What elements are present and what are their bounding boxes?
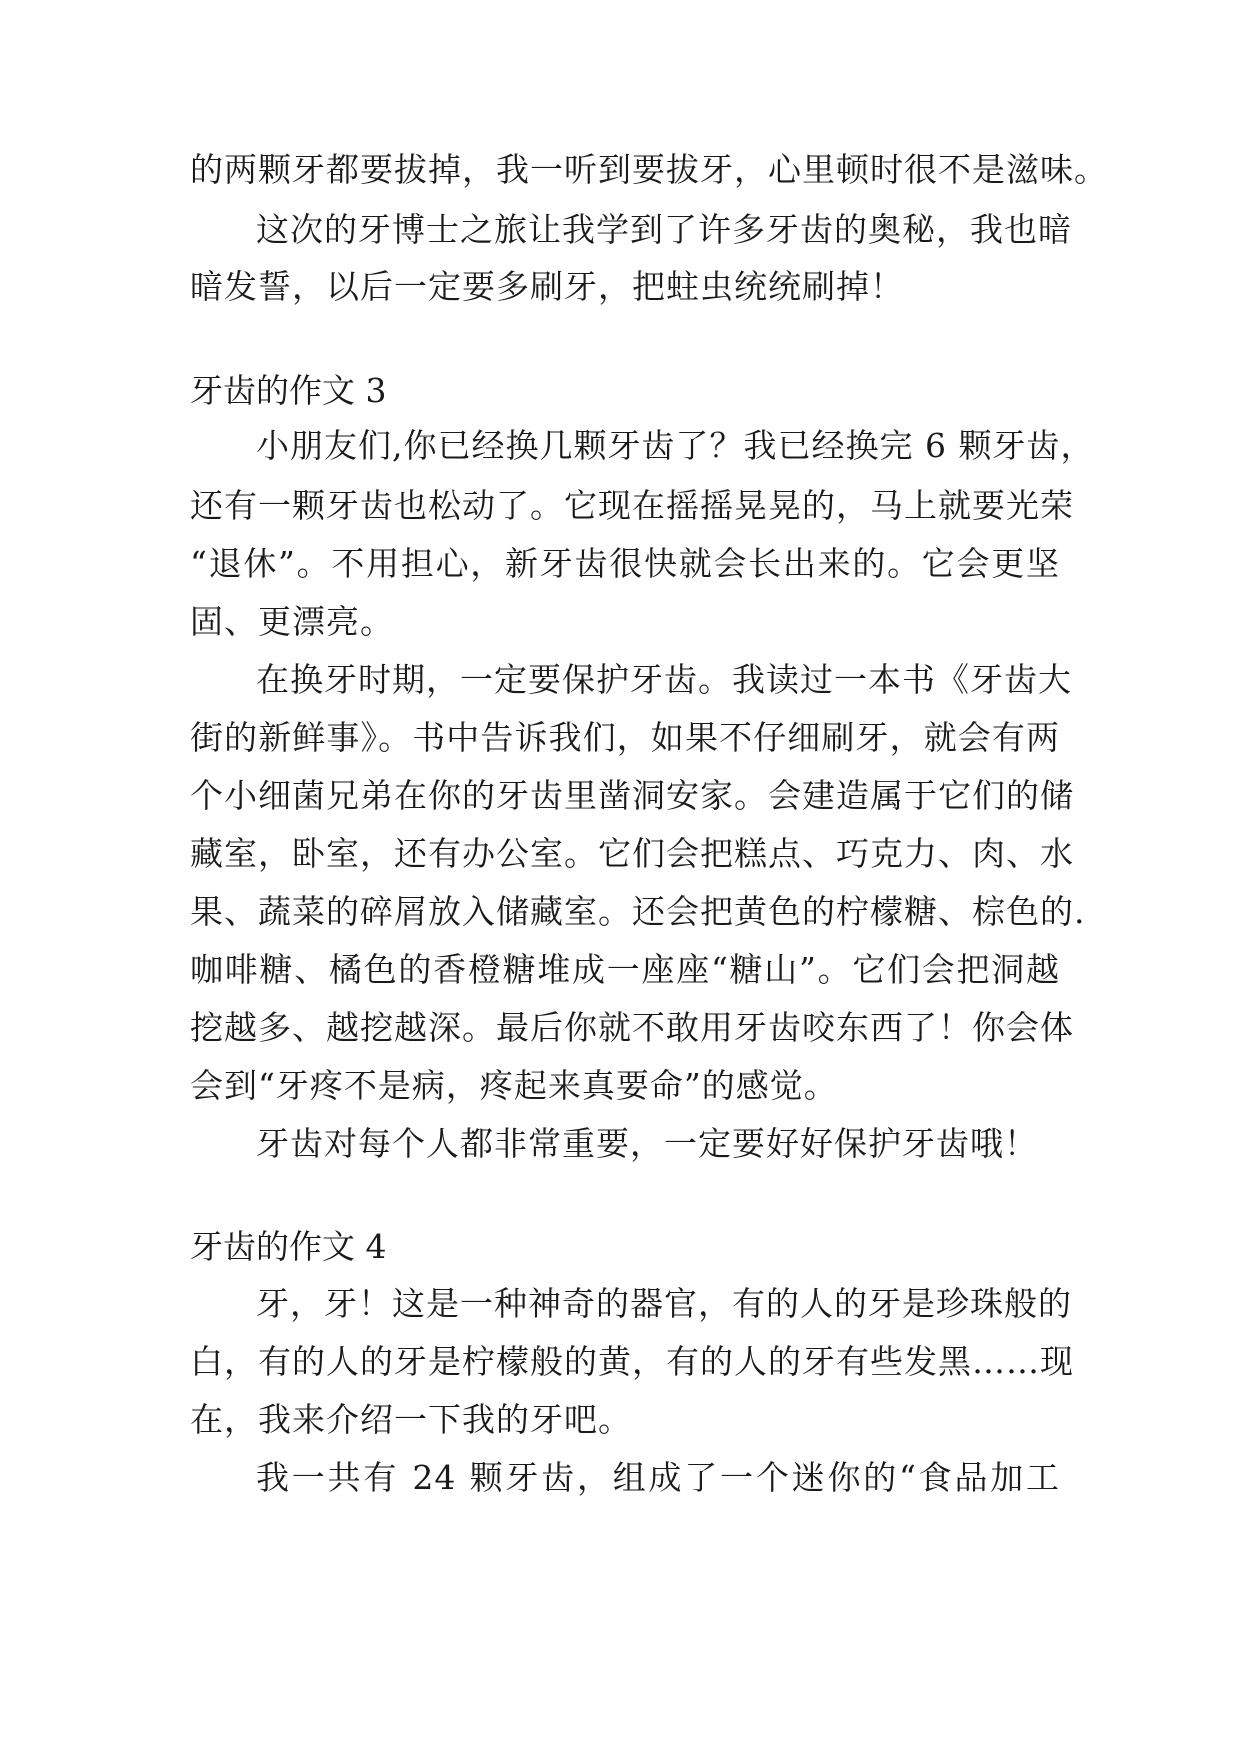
- paragraph-line: 咖啡糖、橘色的香橙糖堆成一座座“糖山”。它们会把洞越: [190, 950, 1060, 989]
- paragraph-line: 挖越多、越挖越深。最后你就不敢用牙齿咬东西了！你会体: [190, 1008, 1074, 1047]
- paragraph-line: 小朋友们,你已经换几颗牙齿了？我已经换完 6 颗牙齿，: [256, 426, 1095, 465]
- paragraph-line: 的两颗牙都要拔掉，我一听到要拔牙，心里顿时很不是滋味。: [190, 150, 1108, 189]
- paragraph-line: 固、更漂亮。: [190, 602, 394, 641]
- paragraph-line: 会到“牙疼不是病，疼起来真要命”的感觉。: [190, 1066, 838, 1105]
- paragraph-line: 暗发誓，以后一定要多刷牙，把蛀虫统统刷掉！: [190, 267, 904, 306]
- paragraph-line: 个小细菌兄弟在你的牙齿里凿洞安家。会建造属于它们的储: [190, 776, 1074, 815]
- paragraph-line: 还有一颗牙齿也松动了。它现在摇摇晃晃的，马上就要光荣: [190, 486, 1074, 525]
- paragraph-line: 藏室，卧室，还有办公室。它们会把糕点、巧克力、肉、水: [190, 834, 1074, 873]
- paragraph-line: “退休”。不用担心，新牙齿很快就会长出来的。它会更坚: [190, 544, 1060, 583]
- paragraph-line: 牙，牙！这是一种神奇的器官，有的人的牙是珍珠般的: [256, 1284, 1072, 1323]
- section-heading: 牙齿的作文 4: [190, 1227, 387, 1266]
- paragraph-line: 街的新鲜事》。书中告诉我们，如果不仔细刷牙，就会有两: [190, 718, 1060, 757]
- paragraph-line: 这次的牙博士之旅让我学到了许多牙齿的奥秘，我也暗: [256, 210, 1072, 249]
- paragraph-line: 在，我来介绍一下我的牙吧。: [190, 1400, 632, 1439]
- paragraph-line: 在换牙时期，一定要保护牙齿。我读过一本书《牙齿大: [256, 660, 1072, 699]
- section-heading: 牙齿的作文 3: [190, 371, 387, 410]
- paragraph-line: 我一共有 24 颗牙齿，组成了一个迷你的“食品加工: [256, 1458, 1060, 1497]
- paragraph-line: 牙齿对每个人都非常重要，一定要好好保护牙齿哦！: [256, 1124, 1038, 1163]
- paragraph-line: 白，有的人的牙是柠檬般的黄，有的人的牙有些发黑……现: [190, 1342, 1074, 1381]
- paragraph-line: 果、蔬菜的碎屑放入储藏室。还会把黄色的柠檬糖、棕色的.: [190, 892, 1086, 931]
